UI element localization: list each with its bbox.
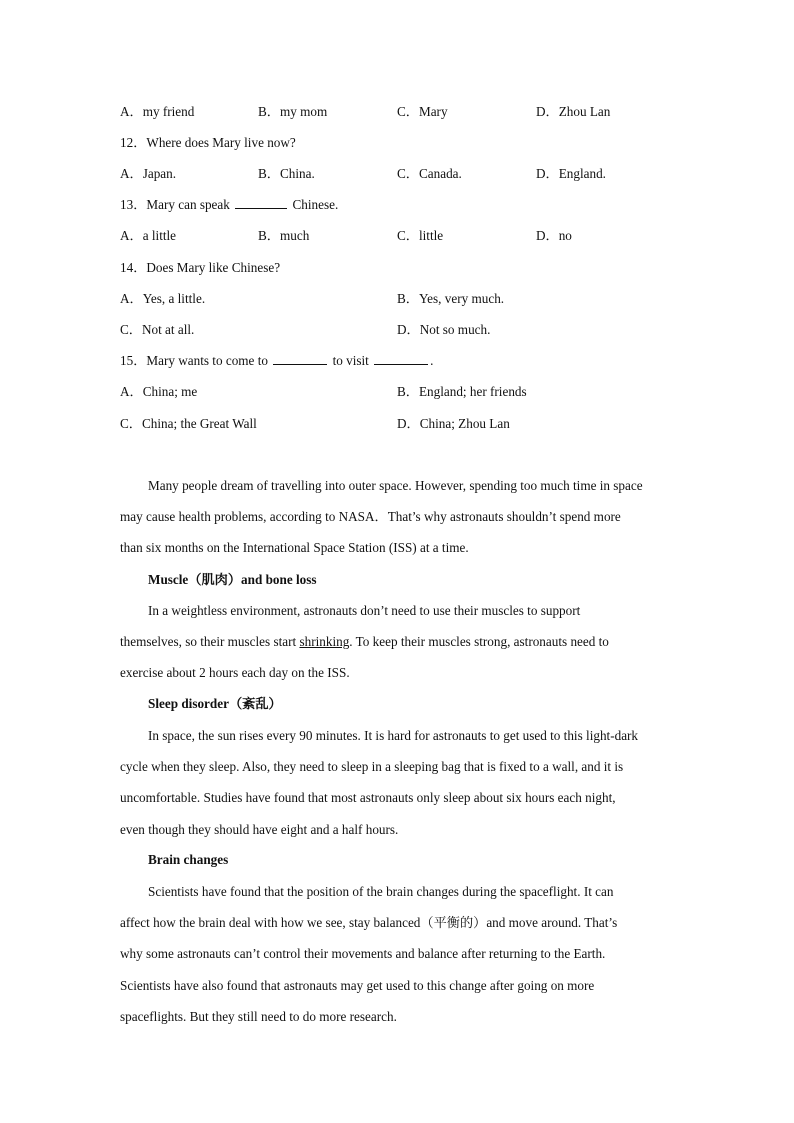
q15-answer-blank-1[interactable]: [273, 352, 327, 365]
section-brain-body: [120, 876, 680, 1032]
brain-line-3: why some astronauts can’t control their movements and balance after returning to the Earth.: [120, 946, 606, 962]
underlined-word-shrinking: shrinking: [299, 634, 350, 650]
brain-line-2: affect how the brain deal with how we see, stay balanced（平衡的）and move around. That’s: [120, 915, 618, 931]
q13-option-a[interactable]: A．a little: [120, 228, 177, 243]
q12-option-c[interactable]: C．Canada.: [397, 166, 462, 181]
sleep-line-1: In space, the sun rises every 90 minutes. It is hard for astronauts to get used to this light-dark: [148, 728, 639, 743]
q12-option-d[interactable]: D．England.: [536, 166, 606, 181]
passage-intro-line-2: may cause health problems, according to NASA．That’s why astronauts shouldn’t spend more: [120, 509, 621, 525]
muscle-line-2-end: . To keep their muscles strong, astronauts need to: [349, 634, 609, 650]
section-muscle-body: [120, 595, 680, 689]
q15-stem-after: .: [430, 353, 434, 368]
section-sleep-body: [120, 720, 680, 845]
q15-option-d[interactable]: D．China; Zhou Lan: [397, 416, 510, 431]
q12-option-a[interactable]: A．Japan.: [120, 166, 177, 181]
q15-stem-before: 15．Mary wants to come to: [120, 353, 268, 368]
muscle-line-1: In a weightless environment, astronauts don’t need to use their muscles to support: [148, 603, 581, 618]
passage-intro: [120, 470, 680, 564]
q14-option-a[interactable]: A．Yes, a little.: [120, 291, 206, 306]
sleep-line-2: cycle when they sleep. Also, they need to sleep in a sleeping bag that is fixed to a wall, and it is: [120, 759, 624, 775]
q15-option-c[interactable]: C．China; the Great Wall: [120, 416, 257, 431]
question-12-stem: 12．Where does Mary live now?: [120, 135, 296, 150]
q13-stem-after: Chinese.: [292, 197, 339, 212]
muscle-line-2-start: themselves, so their muscles start: [120, 634, 297, 650]
q11-option-a[interactable]: A．my friend: [120, 104, 195, 119]
q13-option-d[interactable]: D．no: [536, 228, 572, 243]
q11-option-b[interactable]: B．my mom: [258, 104, 328, 119]
sleep-line-4: even though they should have eight and a half hours.: [120, 821, 399, 837]
brain-line-1: Scientists have found that the position of the brain changes during the spaceflight. It can: [148, 884, 614, 899]
section-heading-sleep: Sleep disorder（紊乱）: [148, 696, 282, 711]
q13-stem-before: 13．Mary can speak: [120, 197, 230, 212]
q15-option-a[interactable]: A．China; me: [120, 384, 198, 399]
q13-answer-blank[interactable]: [235, 196, 287, 209]
q12-option-b[interactable]: B．China.: [258, 166, 315, 181]
question-13-stem: [120, 196, 338, 214]
q15-option-b[interactable]: B．England; her friends: [397, 384, 527, 399]
section-heading-muscle: Muscle（肌肉）and bone loss: [148, 572, 317, 587]
q15-answer-blank-2[interactable]: [374, 352, 428, 365]
q11-option-d[interactable]: D．Zhou Lan: [536, 104, 611, 119]
q13-option-c[interactable]: C．little: [397, 228, 444, 243]
brain-line-4: Scientists have also found that astronauts may get used to this change after going on more: [120, 977, 595, 993]
brain-line-5: spaceflights. But they still need to do more research.: [120, 1008, 397, 1024]
q14-option-b[interactable]: B．Yes, very much.: [397, 291, 505, 306]
q15-stem-middle: to visit: [332, 353, 369, 368]
sleep-line-3: uncomfortable. Studies have found that most astronauts only sleep about six hours each night,: [120, 790, 616, 806]
question-15-stem: [120, 352, 433, 370]
q14-option-c[interactable]: C．Not at all.: [120, 322, 195, 337]
q11-option-c[interactable]: C．Mary: [397, 104, 448, 119]
passage-intro-line-1: Many people dream of travelling into outer space. However, spending too much time in space: [148, 478, 643, 493]
passage-intro-line-3: than six months on the International Space Station (ISS) at a time.: [120, 540, 469, 556]
q13-option-b[interactable]: B．much: [258, 228, 310, 243]
q14-option-d[interactable]: D．Not so much.: [397, 322, 491, 337]
section-heading-brain: Brain changes: [148, 852, 229, 867]
question-14-stem: 14．Does Mary like Chinese?: [120, 260, 281, 275]
muscle-line-3: exercise about 2 hours each day on the ISS.: [120, 665, 350, 681]
muscle-line-2: [120, 626, 680, 657]
